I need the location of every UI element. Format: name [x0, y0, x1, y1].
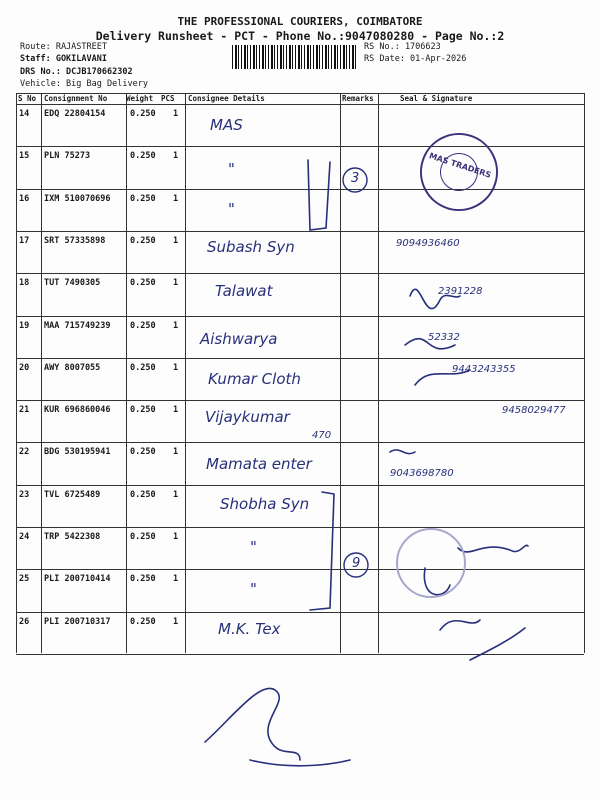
row-pcs: 1: [173, 532, 179, 542]
staff-label: Staff: GOKILAVANI: [20, 54, 107, 64]
route-label: Route: RAJASTREET: [20, 42, 107, 52]
row-consignment-no: TVL 6725489: [44, 489, 101, 500]
row-sno: 15: [19, 151, 30, 162]
table-row: [16, 231, 584, 273]
header-pcs: PCS: [161, 94, 175, 103]
row-consignment-no: AWY 8007055: [44, 362, 101, 373]
receiver-phone-note: 2391228: [438, 286, 483, 297]
table-row: [16, 316, 584, 358]
row-pcs: 1: [173, 193, 179, 204]
row-consignment-no: EDQ 22804154: [44, 109, 106, 119]
row-weight: 0.250: [130, 151, 156, 162]
drs-label: DRS No.: DCJB170662302: [20, 67, 133, 77]
consignee-handwritten-name: Aishwarya: [200, 330, 278, 348]
row-consignment-no: KUR 696860046: [44, 405, 111, 416]
receiver-phone-note: 9458029477: [502, 405, 566, 416]
row-sno: 17: [19, 235, 30, 246]
row-weight: 0.250: [130, 489, 156, 500]
consignee-handwritten-name: ": [250, 580, 257, 598]
row-sno: 21: [19, 405, 30, 416]
header-remarks: Remarks: [342, 94, 374, 103]
consignee-handwritten-name: MAS: [210, 116, 243, 134]
row-consignment-no: IXM 510070696: [44, 193, 111, 204]
row-pcs: 1: [173, 405, 179, 416]
row-consignment-no: TUT 7490305: [44, 278, 101, 289]
row-sno: 22: [19, 447, 30, 458]
row-consignment-no: SRT 57335898: [44, 235, 106, 246]
row-weight: 0.250: [130, 616, 156, 627]
header-weight: Weight: [126, 94, 154, 103]
row-consignment-no: PLI 200710317: [44, 616, 111, 627]
rs-date: RS Date: 01-Apr-2026: [364, 54, 467, 64]
receiver-phone-note: 52332: [428, 332, 460, 343]
row-sno: 23: [19, 489, 30, 500]
table-row: [16, 273, 584, 315]
row-pcs: 1: [173, 362, 179, 373]
table-row: [16, 612, 584, 654]
receiver-phone-note: 9094936460: [396, 238, 460, 249]
barcode: [232, 45, 356, 69]
row-weight: 0.250: [130, 235, 156, 246]
col-divider: [584, 93, 585, 653]
runsheet-subtitle: Delivery Runsheet - PCT - Phone No.:9047080280 - Page No.:2: [95, 29, 505, 43]
row-sno: 16: [19, 193, 30, 204]
row-pcs: 1: [173, 574, 179, 585]
row-consignment-no: PLN 75273: [44, 151, 91, 162]
consignee-handwritten-name: ": [250, 538, 257, 556]
consignee-handwritten-name: Shobha Syn: [220, 495, 310, 513]
table-row: [16, 146, 584, 188]
row-pcs: 1: [173, 109, 179, 119]
consignee-handwritten-name: Kumar Cloth: [208, 370, 301, 388]
row-sno: 24: [19, 532, 30, 542]
consignee-handwritten-name: M.K. Tex: [218, 620, 281, 638]
header-consignment: Consignment No: [44, 94, 108, 103]
table-row: [16, 104, 584, 146]
row-sno: 25: [19, 574, 30, 585]
row-rule: [16, 654, 584, 655]
row-consignment-no: TRP 5422308: [44, 532, 101, 542]
consignee-handwritten-name: Vijaykumar: [205, 408, 290, 426]
group1-count: 3: [351, 171, 360, 186]
group2-count: 9: [352, 556, 361, 571]
row-pcs: 1: [173, 447, 179, 458]
header-sno: S No: [18, 94, 37, 103]
consignee-handwritten-name: Mamata enter: [206, 455, 312, 473]
row-pcs: 1: [173, 151, 179, 162]
header-seal: Seal & Signature: [400, 94, 473, 103]
row-pcs: 1: [173, 278, 179, 289]
row-pcs: 1: [173, 616, 179, 627]
row-weight: 0.250: [130, 278, 156, 289]
row-pcs: 1: [173, 489, 179, 500]
consignee-handwritten-name: Subash Syn: [207, 238, 295, 256]
row-weight: 0.250: [130, 405, 156, 416]
row-consignment-no: PLI 200710414: [44, 574, 111, 585]
row-weight: 0.250: [130, 320, 156, 331]
row-consignment-no: BDG 530195941: [44, 447, 111, 458]
table-row: [16, 189, 584, 231]
row-sno: 14: [19, 109, 30, 119]
table-row: [16, 400, 584, 442]
bottom-signature-stroke: [250, 760, 350, 766]
row-sno: 26: [19, 616, 30, 627]
receiver-phone-note: 9043698780: [390, 468, 454, 479]
seal-text: MAS TRADERS: [427, 151, 493, 180]
receiver-phone-note: 9443243355: [452, 364, 516, 375]
row-sno: 19: [19, 320, 30, 331]
table-row: [16, 569, 584, 611]
faded-seal: [396, 528, 466, 598]
consignee-handwritten-name: Talawat: [215, 282, 273, 300]
row-pcs: 1: [173, 320, 179, 331]
row-consignment-no: MAA 715749239: [44, 320, 111, 331]
header-consignee: Consignee Details: [188, 94, 265, 103]
company-title: THE PROFESSIONAL COURIERS, COIMBATORE: [177, 15, 423, 28]
bottom-signature-stroke: [205, 688, 300, 760]
row-weight: 0.250: [130, 362, 156, 373]
table-row: [16, 527, 584, 569]
row-weight: 0.250: [130, 447, 156, 458]
row-weight: 0.250: [130, 109, 156, 119]
row-weight: 0.250: [130, 532, 156, 542]
row-weight: 0.250: [130, 574, 156, 585]
consignee-handwritten-name: ": [228, 160, 235, 178]
vehicle-label: Vehicle: Big Bag Delivery: [20, 79, 148, 89]
row-sno: 18: [19, 278, 30, 289]
consignee-handwritten-name: ": [228, 200, 235, 218]
row-pcs: 1: [173, 235, 179, 246]
rs-number: RS No.: 1706623: [364, 42, 441, 52]
row-sno: 20: [19, 362, 30, 373]
row21-extra-number: 470: [312, 430, 332, 441]
row-weight: 0.250: [130, 193, 156, 204]
